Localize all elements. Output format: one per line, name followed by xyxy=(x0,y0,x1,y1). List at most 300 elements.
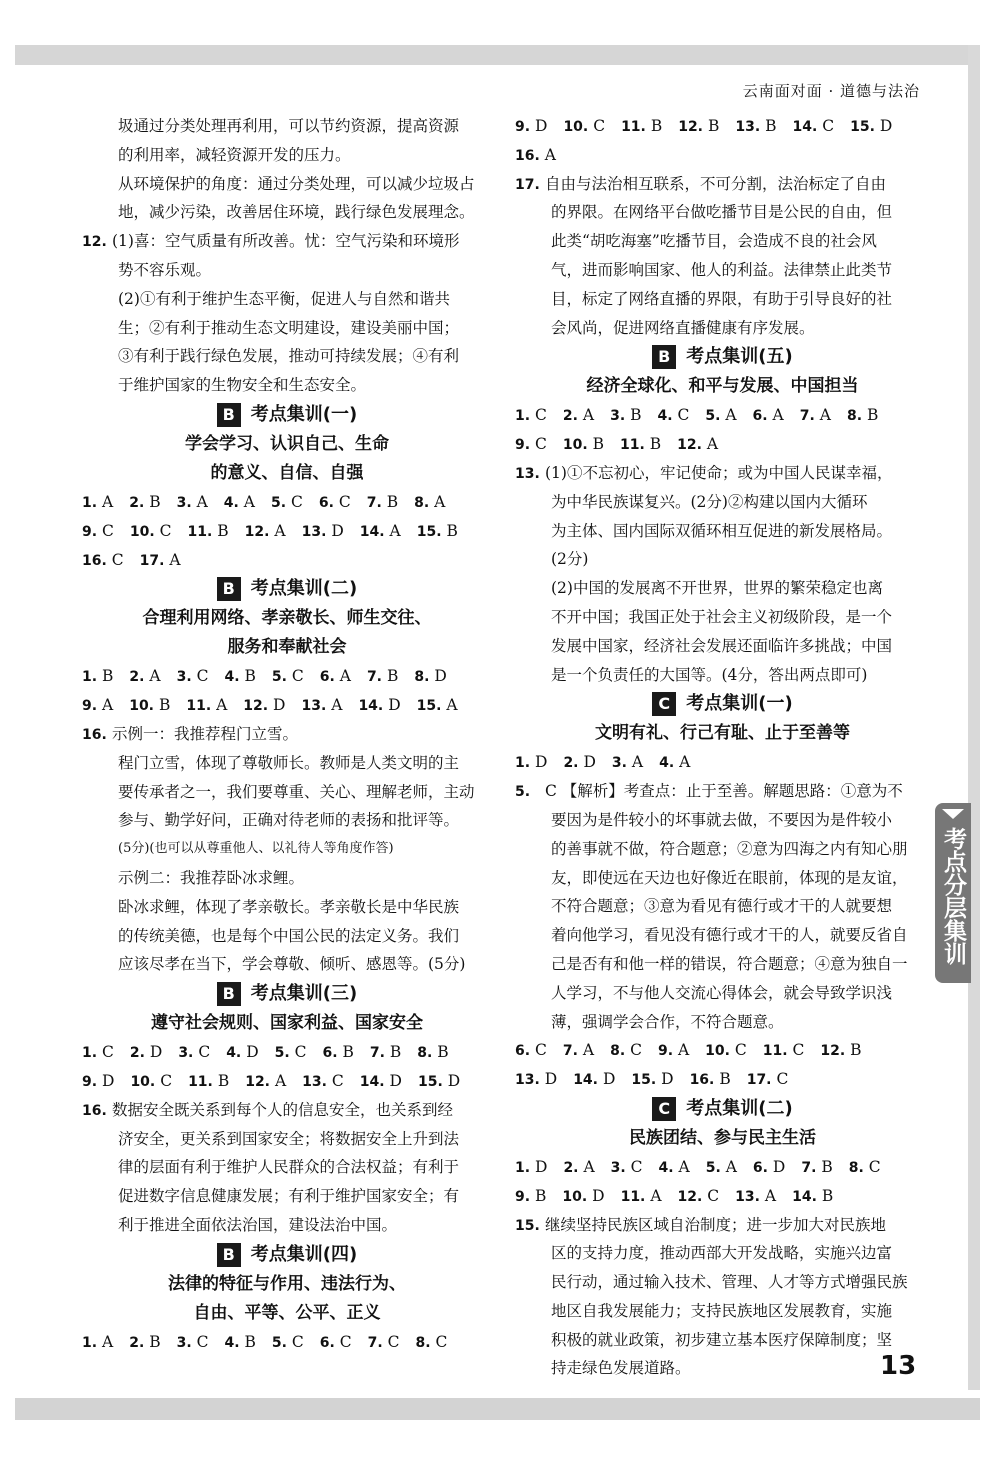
text-line: 律的层面有利于维护人民群众的合法权益；有利于 xyxy=(118,1158,460,1177)
answer-number: 4. xyxy=(658,1159,674,1176)
answer-item xyxy=(753,1158,785,1176)
answer-letter: A xyxy=(819,406,831,425)
answer-letter: D xyxy=(535,753,548,772)
answer-item xyxy=(735,1187,776,1205)
answer-item xyxy=(320,667,351,685)
answer-number: 11. xyxy=(187,523,213,540)
answer-letter: B xyxy=(244,667,256,686)
answer-number: 14. xyxy=(358,698,384,715)
answer-item xyxy=(690,1070,731,1088)
answer-letter: C xyxy=(198,1043,211,1062)
answer-number: 2. xyxy=(129,1045,145,1062)
answer-number: 13. xyxy=(301,698,327,715)
answer-item xyxy=(301,696,342,714)
answer-number: 2. xyxy=(563,755,579,772)
answer-item xyxy=(319,493,351,511)
answer-letter: B xyxy=(850,1041,862,1060)
answer-letter: B xyxy=(217,521,229,540)
answer-number: 9. xyxy=(82,1073,98,1090)
answer-item xyxy=(611,1158,643,1176)
question-5 xyxy=(515,777,930,1036)
question-12 xyxy=(82,227,492,400)
answer-letter: C xyxy=(338,492,351,511)
answer-number: 15. xyxy=(850,119,875,135)
section-title: 考点集训(三) xyxy=(250,983,358,1005)
question-number: 17. xyxy=(515,176,540,193)
answer-item xyxy=(82,493,113,511)
answer-letter: B xyxy=(149,492,161,511)
answer-row xyxy=(82,1067,492,1096)
answer-text: 继续坚持民族区域自治制度；进一步加大对民族地 xyxy=(545,1215,887,1234)
answer-item xyxy=(224,667,255,685)
section-subtitle: 文明有礼、行己有耻、止于至善等 xyxy=(595,723,850,744)
answer-row xyxy=(515,141,930,170)
answer-item xyxy=(417,696,458,714)
answer-number: 5. xyxy=(271,669,287,686)
side-tab xyxy=(935,803,971,983)
answer-letter: B xyxy=(765,117,777,135)
section-badge: B xyxy=(217,982,241,1006)
answer-row xyxy=(515,1153,930,1182)
answer-letter: C xyxy=(331,1071,344,1090)
answer-number: 5. xyxy=(705,1159,721,1176)
answer-letter: A xyxy=(679,753,691,772)
section-subtitle: 学会学习、认识自己、生命 xyxy=(185,433,389,454)
answer-item xyxy=(563,1041,594,1059)
text-line: 持走绿色发展道路。 xyxy=(551,1359,691,1378)
answer-item xyxy=(140,551,181,569)
answer-number: 1. xyxy=(515,408,531,425)
answer-number: 14. xyxy=(359,523,385,540)
answer-number: 10. xyxy=(705,1043,730,1060)
answer-number: 1. xyxy=(515,1159,531,1176)
answer-number: 11. xyxy=(762,1043,788,1060)
answer-text: 自由与法治相互联系，不可分割，法治标定了自由 xyxy=(545,174,887,193)
answer-number: 4. xyxy=(657,408,673,425)
answer-number: 14. xyxy=(573,1072,598,1089)
answer-item xyxy=(188,522,229,540)
section-subtitle: 服务和奉献社会 xyxy=(227,637,347,658)
answer-item xyxy=(177,493,208,511)
answer-number: 8. xyxy=(846,408,863,425)
answer-item xyxy=(417,1043,448,1061)
answer-letter: D xyxy=(331,521,344,540)
answer-number: 1. xyxy=(82,1334,98,1351)
text-line: 着向他学习，看见没有德行或才干的人，就要反省自 xyxy=(551,926,908,945)
answer-row xyxy=(515,430,930,459)
answer-item xyxy=(515,435,547,453)
answer-item xyxy=(370,1043,401,1061)
text-line: 示例二：我推荐卧冰求鲤。 xyxy=(118,868,305,887)
answer-item xyxy=(678,1187,720,1205)
answer-number: 8. xyxy=(414,669,430,686)
answer-letter: B xyxy=(342,1043,354,1062)
answer-letter: C xyxy=(707,1186,720,1205)
question-15 xyxy=(515,1211,930,1384)
text-line: 薄，强调学会合作，不符合题意。 xyxy=(551,1012,784,1031)
answer-letter: B xyxy=(707,117,720,135)
answer-item xyxy=(272,1333,304,1351)
answer-number: 9. xyxy=(515,437,531,454)
answer-letter: D xyxy=(149,1043,163,1062)
section-title: 考点集训(一) xyxy=(250,403,358,425)
answer-item xyxy=(515,1158,547,1176)
answer-number: 14. xyxy=(792,119,818,135)
answer-number: 9. xyxy=(657,1043,674,1060)
text-line: 济安全，更关系到国家安全；将数据安全上升到法 xyxy=(118,1129,460,1148)
answer-number: 2. xyxy=(563,1159,579,1176)
answer-number: 4. xyxy=(226,1045,242,1062)
answer-text: 数据安全既关系到每个人的信息安全，也关系到经 xyxy=(112,1100,454,1119)
answer-letter: C xyxy=(196,1332,209,1351)
answer-row xyxy=(82,546,492,575)
answer-letter: D xyxy=(273,696,286,715)
answer-item xyxy=(129,667,160,685)
answer-letter: B xyxy=(244,1332,256,1351)
answer-number: 10. xyxy=(130,1073,156,1090)
answer-letter: A xyxy=(389,521,401,540)
answer-number: 8. xyxy=(848,1159,864,1176)
answer-letter: A xyxy=(764,1186,777,1205)
answer-letter: C xyxy=(792,1041,805,1060)
answer-item xyxy=(82,696,113,714)
answer-letter: C xyxy=(593,117,606,135)
answer-item xyxy=(360,1072,402,1090)
answer-letter: B xyxy=(437,1043,449,1062)
answer-letter: A xyxy=(102,696,114,715)
answer-item xyxy=(418,1072,460,1090)
answer-number: 2. xyxy=(129,494,145,511)
text-line: 的利用率，减轻资源开发的压力。 xyxy=(118,145,351,164)
answer-letter: D xyxy=(583,753,596,772)
text-line: 为主体、国内国际双循环相互促进的新发展格局。 xyxy=(551,521,893,540)
answer-item xyxy=(515,753,547,771)
question-number: 12. xyxy=(82,234,107,251)
answer-row xyxy=(515,112,930,141)
answer-letter: B xyxy=(389,1043,402,1062)
answer-letter: B xyxy=(649,435,662,454)
answer-item xyxy=(226,1043,258,1061)
text-line: 地区自我发展能力；支持民族地区发展教育，实施 xyxy=(551,1301,893,1320)
answer-item xyxy=(849,1158,881,1176)
answer-item xyxy=(610,1041,642,1059)
answer-number: 6. xyxy=(752,408,768,425)
answer-letter: A xyxy=(583,1157,595,1176)
answer-letter: B xyxy=(821,1157,833,1176)
answer-item xyxy=(414,493,445,511)
answer-letter: C xyxy=(387,1332,400,1351)
answer-letter: C xyxy=(535,406,547,425)
answer-letter: C xyxy=(102,1043,114,1062)
top-border-bar xyxy=(15,45,980,65)
answer-number: 3. xyxy=(178,1045,194,1062)
section-title: 考点集训(五) xyxy=(686,346,793,368)
answer-item xyxy=(562,1187,604,1205)
answer-number: 6. xyxy=(318,494,334,511)
text-line: 的善事就不做，符合题意；②意为四海之内有知心朋 xyxy=(551,839,908,858)
answer-letter: C xyxy=(111,550,124,569)
section-heading xyxy=(82,1240,492,1270)
answer-number: 9. xyxy=(82,523,98,540)
section-subtitle: 自由、平等、公平、正义 xyxy=(193,1302,381,1323)
answer-item xyxy=(573,1070,615,1088)
answer-item xyxy=(515,117,547,135)
answer-letter: A xyxy=(772,406,784,425)
answer-letter: A xyxy=(434,492,446,511)
answer-number: 11. xyxy=(620,1188,646,1205)
answer-item xyxy=(705,1041,747,1059)
answer-letter: B xyxy=(446,521,458,540)
answer-item xyxy=(800,406,831,424)
text-line: 卧冰求鲤，体现了孝亲敬长。孝亲敬长是中华民族 xyxy=(118,897,460,916)
answer-item xyxy=(563,117,605,135)
answer-number: 3. xyxy=(176,1334,192,1351)
answer-item xyxy=(610,406,641,424)
answer-number: 4. xyxy=(224,669,240,686)
text-line: 不符合题意；③意为看见有德行或才干的人就要想 xyxy=(551,897,893,916)
answer-item xyxy=(320,1333,352,1351)
answer-item xyxy=(130,1043,162,1061)
answer-number: 16. xyxy=(515,147,540,164)
answer-letter: B xyxy=(650,117,663,135)
answer-letter: B xyxy=(149,1332,161,1351)
section-badge: B xyxy=(217,577,241,601)
answer-item xyxy=(563,1158,594,1176)
answer-row xyxy=(515,1036,930,1065)
answer-item xyxy=(82,551,124,569)
answer-number: 6. xyxy=(322,1045,338,1062)
answer-item xyxy=(368,1333,400,1351)
answer-number: 9. xyxy=(515,119,531,135)
question-16 xyxy=(82,1096,492,1240)
text-line: 势不容乐观。 xyxy=(118,260,212,279)
answer-number: 12. xyxy=(820,1043,846,1060)
section-subtitle: 遵守社会规则、国家利益、国家安全 xyxy=(151,1013,423,1034)
answer-item xyxy=(82,1043,114,1061)
answer-letter: B xyxy=(719,1070,731,1089)
answer-item xyxy=(847,406,878,424)
answer-letter: C xyxy=(294,1043,307,1062)
answer-letter: B xyxy=(102,667,114,686)
section-title: 考点集训(一) xyxy=(686,693,793,715)
answer-item xyxy=(763,1041,805,1059)
section-title: 考点集训(四) xyxy=(250,1243,358,1265)
answer-letter: A xyxy=(274,521,286,540)
section-badge: C xyxy=(652,692,676,716)
answer-item xyxy=(188,1072,229,1090)
text-line: 要传承者之一，我们要尊重、关心、理解老师，主动 xyxy=(118,782,475,801)
answer-letter: D xyxy=(535,117,548,135)
answer-item xyxy=(414,667,446,685)
text-line: (2)中国的发展离不开世界，世界的繁荣稳定也离 xyxy=(551,579,883,598)
text-line: 区的支持力度，推动西部大开发战略，实施兴边富 xyxy=(551,1244,893,1263)
answer-row xyxy=(515,1182,930,1211)
answer-item xyxy=(753,406,784,424)
answer-letter: A xyxy=(582,406,595,425)
answer-row xyxy=(515,401,930,430)
answer-letter: A xyxy=(196,492,208,511)
text-line: 此类“胡吃海塞”吃播节目，会造成不良的社会风 xyxy=(551,232,877,251)
text-line: 于维护国家的生物安全和生态安全。 xyxy=(118,376,367,395)
text-line: 参与、勤学好问，正确对待老师的表扬和批评等。 xyxy=(118,811,460,830)
answer-letter: C xyxy=(160,1071,173,1090)
answer-item xyxy=(275,1043,307,1061)
answer-item xyxy=(82,667,113,685)
answer-number: 16. xyxy=(689,1072,715,1089)
text-line: 目，标定了网络直播的界限，有助于引导良好的社 xyxy=(551,289,893,308)
text-line: 圾通过分类处理再利用，可以节约资源，提高资源 xyxy=(118,117,460,135)
answer-number: 7. xyxy=(366,494,382,511)
answer-letter: A xyxy=(650,1186,662,1205)
text-line: 促进数字信息健康发展；有利于维护国家安全；有 xyxy=(118,1187,460,1206)
answer-item xyxy=(621,117,662,135)
answer-letter: D xyxy=(434,667,447,686)
answer-number: 3. xyxy=(176,669,192,686)
answer-number: 7. xyxy=(562,1043,578,1060)
answer-item xyxy=(515,1070,557,1088)
answer-letter: C xyxy=(435,1332,448,1351)
answer-number: 8. xyxy=(415,1334,431,1351)
answer-number: 3. xyxy=(610,408,626,425)
answer-number: 13. xyxy=(302,1073,327,1090)
answer-number: 2. xyxy=(562,408,578,425)
answer-item xyxy=(563,435,604,453)
section-badge: B xyxy=(217,403,241,427)
answer-letter: B xyxy=(821,1186,834,1205)
answer-letter: B xyxy=(630,406,642,425)
answer-number: 12. xyxy=(244,523,270,540)
answer-row xyxy=(82,517,492,546)
answer-item xyxy=(563,406,594,424)
answer-letter: A xyxy=(339,667,351,686)
text-line: (2分) xyxy=(551,550,589,569)
answer-number: 7. xyxy=(366,669,382,686)
answer-letter: A xyxy=(706,435,719,454)
answer-item xyxy=(415,1333,447,1351)
text-line: 是一个负责任的大国等。(4分，答出两点即可) xyxy=(551,665,868,684)
answer-letter: D xyxy=(246,1043,259,1062)
answer-row xyxy=(82,662,492,691)
answer-item xyxy=(177,667,209,685)
answer-row xyxy=(82,488,492,517)
answer-letter: A xyxy=(446,696,458,715)
answer-number: 14. xyxy=(359,1073,385,1090)
answer-item xyxy=(515,406,547,424)
answer-item xyxy=(245,522,286,540)
answer-item xyxy=(302,1072,344,1090)
answer-number: 4. xyxy=(224,1334,240,1351)
answer-letter: A xyxy=(331,696,343,715)
answer-item xyxy=(367,493,398,511)
answer-number: 5. xyxy=(271,1334,287,1351)
text-line: 生；②有利于推动生态文明建设，建设美丽中国； xyxy=(118,318,460,337)
answer-letter: A xyxy=(582,1041,595,1060)
answer-letter: C xyxy=(822,117,835,135)
answer-letter: A xyxy=(216,696,228,715)
answer-number: 8. xyxy=(414,494,430,511)
text-line: 地，减少污染，改善居住环境，践行绿色发展理念。 xyxy=(118,203,475,222)
left-column xyxy=(82,112,492,1357)
answer-letter: A xyxy=(631,753,644,772)
answer-letter: C xyxy=(291,492,303,511)
text-line: (2)①有利于维护生态平衡，促进人与自然和谐共 xyxy=(118,289,450,308)
section-heading xyxy=(82,400,492,430)
answer-letter: D xyxy=(389,1071,402,1090)
answer-number: 7. xyxy=(369,1045,385,1062)
question-number: 15. xyxy=(515,1217,540,1234)
text-line: 的界限。在网络平台做吃播节目是公民的自由，但 xyxy=(551,203,893,222)
answer-number: 14. xyxy=(792,1188,817,1205)
answer-letter: B xyxy=(866,406,879,425)
answer-item xyxy=(82,522,114,540)
answer-item xyxy=(360,522,401,540)
answer-number: 15. xyxy=(416,698,442,715)
answer-item xyxy=(657,406,689,424)
answer-letter: C xyxy=(677,406,690,425)
answer-letter: D xyxy=(592,1186,605,1205)
answer-number: 12. xyxy=(243,698,269,715)
answer-item xyxy=(129,1333,160,1351)
answer-letter: B xyxy=(386,667,399,686)
answer-letter: C xyxy=(776,1070,789,1089)
answer-number: 6. xyxy=(319,1334,335,1351)
answer-row xyxy=(515,1065,930,1094)
text-line: 发展中国家，经济社会发展还面临许多挑战；中国 xyxy=(551,636,893,655)
answer-number: 9. xyxy=(515,1188,531,1205)
answer-letter: A xyxy=(149,667,161,686)
question-13 xyxy=(515,459,930,689)
answer-item xyxy=(515,1187,546,1205)
answer-item xyxy=(515,1041,547,1059)
answer-item xyxy=(358,696,400,714)
text-line: 为中华民族谋复兴。(2分)②构建以国内大循环 xyxy=(551,492,868,511)
text-line: 友，即使远在天边也好像近在眼前，体现的是友谊， xyxy=(551,868,908,887)
answer-number: 10. xyxy=(563,119,589,135)
right-border-bar xyxy=(968,45,980,1390)
answer-letter: B xyxy=(217,1071,230,1090)
answer-number: 7. xyxy=(799,408,815,425)
answer-item xyxy=(323,1043,354,1061)
answer-letter: A xyxy=(274,1071,287,1090)
answer-row xyxy=(82,691,492,720)
answer-number: 8. xyxy=(417,1045,433,1062)
answer-item xyxy=(563,753,595,771)
section-title: 考点集训(二) xyxy=(250,578,358,600)
answer-item xyxy=(82,1072,114,1090)
answer-number: 4. xyxy=(659,755,675,772)
question-number: 16. xyxy=(82,1102,107,1119)
answer-letter: A xyxy=(544,145,556,164)
section-badge: C xyxy=(652,1097,676,1121)
tab-arrow-icon xyxy=(942,809,964,819)
answer-letter: C xyxy=(868,1157,881,1176)
section-heading xyxy=(82,979,492,1009)
answer-letter: C xyxy=(535,1041,547,1060)
section-subtitle: 民族团结、参与民主生活 xyxy=(629,1127,816,1148)
answer-item xyxy=(302,522,344,540)
answer-letter: D xyxy=(447,1071,461,1090)
answer-item xyxy=(272,667,304,685)
answer-number: 1. xyxy=(82,494,98,511)
answer-item xyxy=(620,435,661,453)
answer-number: 2. xyxy=(129,669,145,686)
answer-letter: A xyxy=(102,492,114,511)
answer-letter: C xyxy=(159,521,172,540)
section-badge: B xyxy=(652,345,676,369)
answer-number: 17. xyxy=(139,552,165,569)
answer-letter: C xyxy=(535,435,547,454)
answer-number: 5. xyxy=(271,494,287,511)
